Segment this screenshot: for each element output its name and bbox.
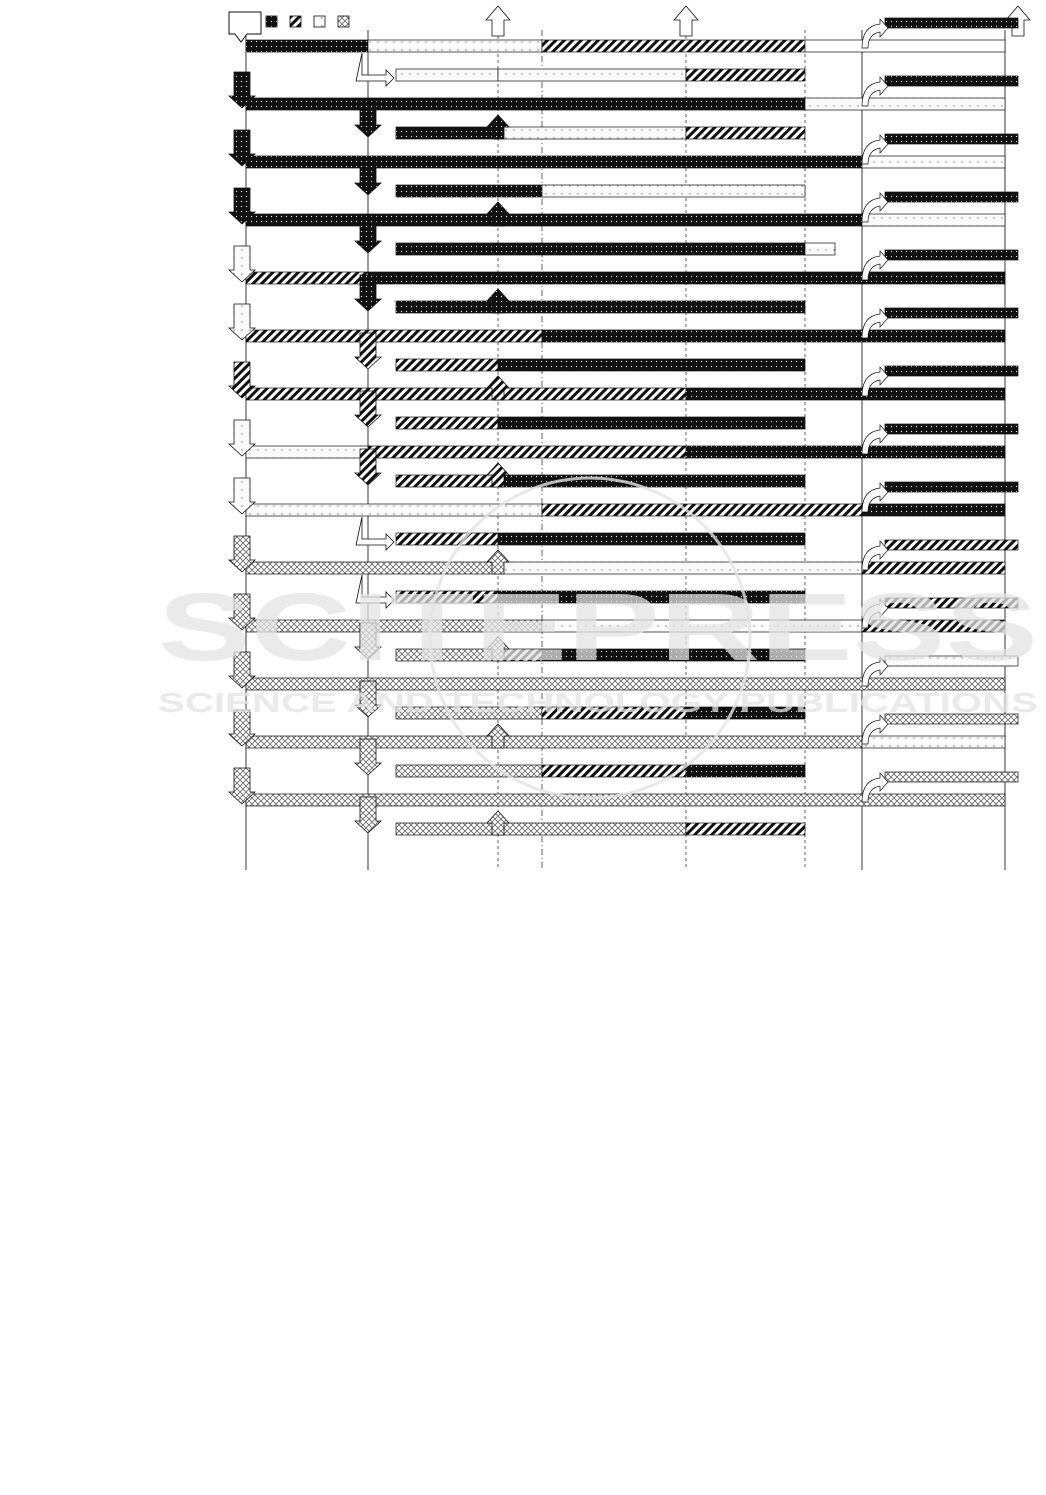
flow-segment bbox=[542, 330, 1005, 342]
flow-segment bbox=[396, 69, 498, 81]
flow-segment bbox=[498, 475, 805, 487]
flow-segment bbox=[862, 620, 1005, 632]
flow-segment bbox=[686, 823, 805, 835]
flow-segment bbox=[396, 533, 498, 545]
flow-segment bbox=[542, 765, 686, 777]
watermark-sub: SCIENCE AND TECHNOLOGY PUBLICATIONS bbox=[158, 687, 1038, 718]
flow-segment bbox=[246, 330, 542, 342]
flow-segment bbox=[246, 562, 498, 574]
right-block bbox=[885, 772, 1018, 782]
flow-segment bbox=[686, 446, 1005, 458]
legend-swatch-crosshatched bbox=[338, 16, 349, 27]
flow-segment bbox=[542, 40, 805, 52]
flow-segment bbox=[246, 272, 368, 284]
flow-segment bbox=[246, 620, 542, 632]
right-block bbox=[885, 308, 1018, 318]
legend-swatch-dark-dotted bbox=[266, 16, 277, 27]
flow-segment bbox=[396, 475, 498, 487]
flow-segment bbox=[862, 736, 1005, 748]
flow-segment bbox=[862, 504, 1005, 516]
flow-segment bbox=[396, 185, 542, 197]
right-block bbox=[885, 250, 1018, 260]
flow-segment bbox=[246, 504, 542, 516]
flow-row bbox=[246, 40, 1005, 52]
flow-segment bbox=[246, 214, 862, 226]
flow-segment bbox=[686, 69, 805, 81]
up-arrow-icon bbox=[486, 6, 510, 36]
flow-segment bbox=[396, 417, 498, 429]
flow-segment bbox=[498, 591, 805, 603]
flow-segment bbox=[368, 40, 542, 52]
legend bbox=[229, 12, 349, 42]
flow-segment bbox=[686, 127, 805, 139]
flow-segment bbox=[246, 40, 368, 52]
right-block bbox=[885, 714, 1018, 724]
flow-segment bbox=[805, 243, 835, 255]
flow-segment bbox=[246, 736, 862, 748]
elbow-arrow-icon bbox=[356, 53, 394, 86]
flow-segment bbox=[396, 823, 686, 835]
legend-callout bbox=[229, 12, 261, 42]
flow-row bbox=[356, 517, 805, 550]
legend-swatch-hatched bbox=[290, 16, 301, 27]
flow-rows bbox=[229, 6, 1030, 835]
right-block bbox=[885, 192, 1018, 202]
flow-segment bbox=[246, 388, 686, 400]
flow-segment bbox=[862, 156, 1005, 168]
flow-segment bbox=[542, 649, 805, 661]
watermark-main: SCITEPRESS bbox=[158, 574, 1038, 681]
elbow-arrow-icon bbox=[356, 575, 394, 608]
flow-segment bbox=[805, 40, 1005, 52]
flow-segment bbox=[246, 446, 368, 458]
right-block bbox=[885, 424, 1018, 434]
flow-segment bbox=[686, 707, 805, 719]
flow-segment bbox=[246, 98, 805, 110]
flow-segment bbox=[686, 765, 805, 777]
flow-segment bbox=[498, 359, 805, 371]
flow-segment bbox=[542, 504, 862, 516]
flow-segment bbox=[542, 707, 686, 719]
flow-segment bbox=[396, 707, 542, 719]
right-block bbox=[885, 540, 1018, 550]
right-block bbox=[885, 482, 1018, 492]
flow-segment bbox=[805, 98, 1005, 110]
flow-segment bbox=[396, 649, 498, 661]
flow-segment bbox=[396, 127, 498, 139]
flow-segment bbox=[862, 562, 1005, 574]
legend-swatch-light-dotted bbox=[314, 16, 325, 27]
right-block bbox=[885, 656, 1018, 666]
flow-segment bbox=[498, 562, 862, 574]
flow-segment bbox=[498, 69, 686, 81]
flow-segment bbox=[498, 417, 805, 429]
right-block bbox=[885, 76, 1018, 86]
flow-segment bbox=[396, 301, 805, 313]
flow-segment bbox=[368, 272, 1005, 284]
up-arrow-icon bbox=[674, 6, 698, 36]
flow-segment bbox=[498, 533, 805, 545]
flow-segment bbox=[498, 649, 542, 661]
flow-segment bbox=[396, 359, 498, 371]
flow-segment bbox=[396, 243, 805, 255]
flow-segment bbox=[498, 127, 686, 139]
right-block bbox=[885, 366, 1018, 376]
elbow-arrow-icon bbox=[356, 517, 394, 550]
flow-segment bbox=[542, 620, 862, 632]
right-block bbox=[885, 18, 1018, 28]
flow-segment bbox=[862, 214, 1005, 226]
flow-segment bbox=[396, 591, 498, 603]
flow-segment bbox=[686, 388, 1005, 400]
flow-segment bbox=[396, 765, 542, 777]
flow-segment bbox=[368, 446, 686, 458]
flow-segment bbox=[246, 156, 862, 168]
right-block bbox=[885, 598, 1018, 608]
right-block bbox=[885, 134, 1018, 144]
flow-row bbox=[356, 53, 805, 86]
flow-segment bbox=[542, 185, 805, 197]
flow-row bbox=[356, 575, 805, 608]
